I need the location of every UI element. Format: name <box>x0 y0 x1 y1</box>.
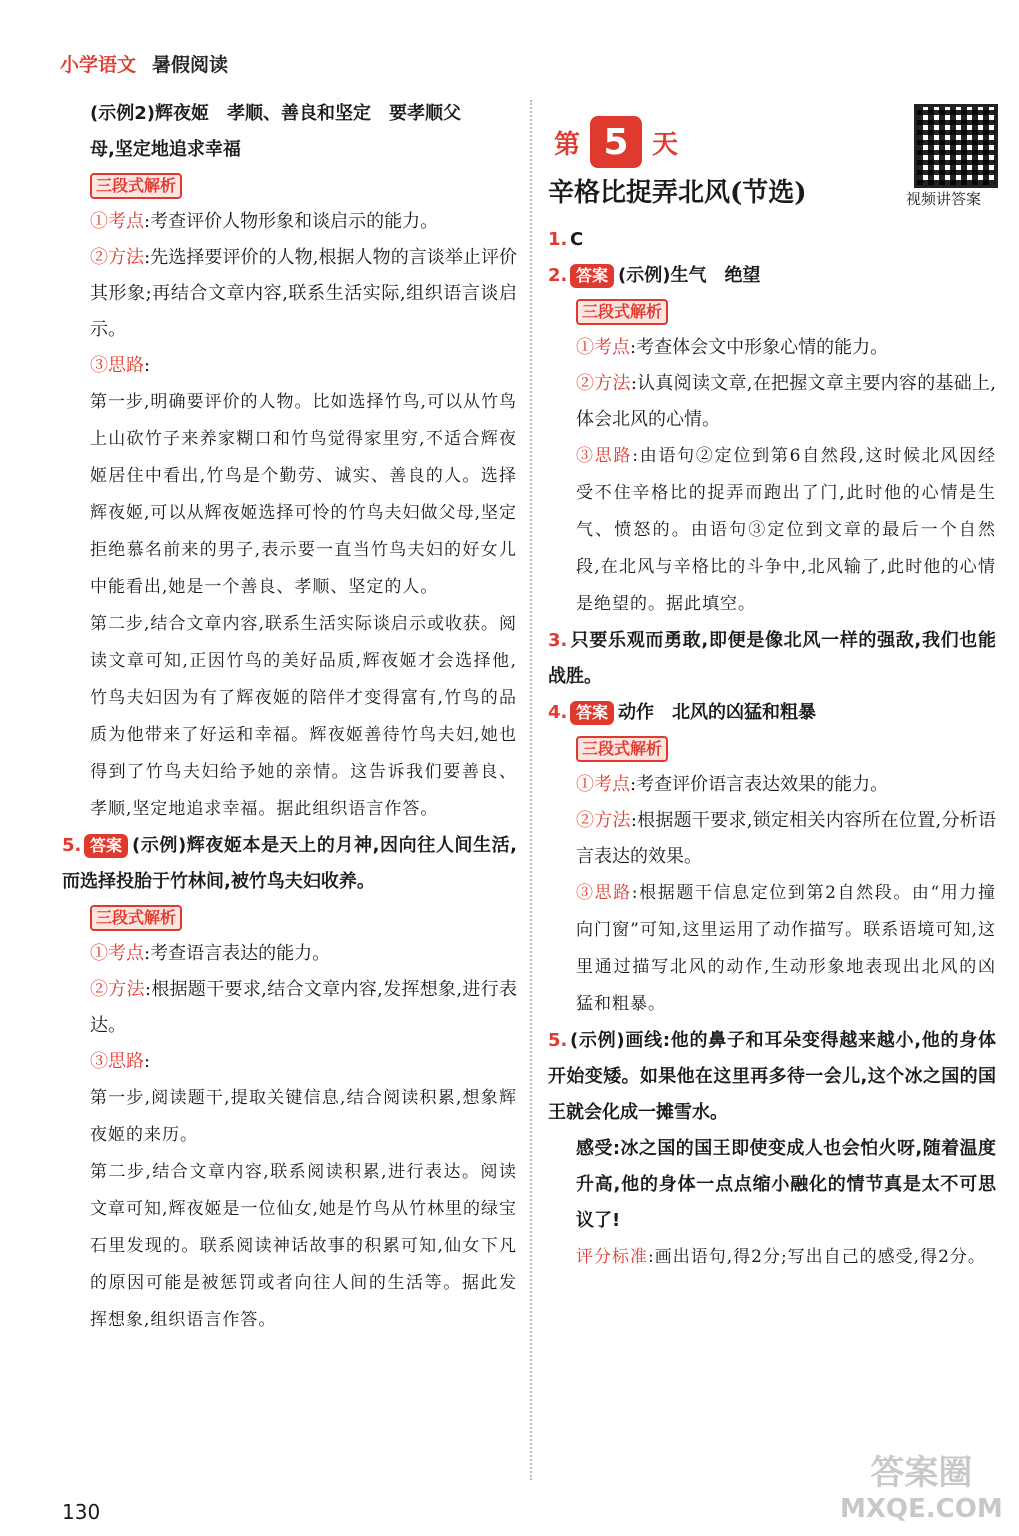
lesson-title: 辛格比捉弄北风(节选) <box>548 178 807 208</box>
page-header <box>60 50 228 77</box>
a1-fangfa: ②方法:先选择要评价的人物,根据人物的言谈举止评价其形象;再结合文章内容,联系生活实际,组织语言谈启示。 <box>90 247 517 340</box>
a4-fangfa: ②方法:根据题干要求,锁定相关内容所在位置,分析语言表达的效果。 <box>576 810 996 867</box>
question-4: 4. 答案 动作 北风的凶猛和粗暴 <box>548 702 817 723</box>
answer-badge: 答案 <box>84 834 128 858</box>
example-2-line1: (示例2)辉夜姬 孝顺、善良和坚定 要孝顺父 <box>90 103 461 124</box>
question-5-left: 5. 答案 (示例)辉夜姬本是天上的月神,因向往人间生活,而选择投胎于竹林间,被竹鸟夫妇收养。 <box>62 835 517 892</box>
analysis-badge: 三段式解析 <box>576 299 668 325</box>
a4-silu: ③思路:根据题干信息定位到第2自然段。由“用力撞向门窗”可知,这里运用了动作描写。联系语境可知,这里通过描写北风的动作,生动形象地表现出北风的凶猛和粗暴。 <box>576 883 997 1014</box>
a5-fangfa: ②方法:根据题干要求,结合文章内容,发挥想象,进行表达。 <box>90 979 517 1036</box>
q5-feeling: 感受:冰之国的国王即使变成人也会怕火呀,随着温度升高,他的身体一点点缩小融化的情节真是太不可思议了! <box>576 1138 996 1231</box>
a5-step1: 第一步,阅读题干,提取关键信息,结合阅读积累,想象辉夜姬的来历。 <box>90 1088 517 1145</box>
answer-badge: 答案 <box>570 264 614 288</box>
a1-silu: ③思路: <box>90 355 151 376</box>
a1-kaodian: ①考点:考查评价人物形象和谈启示的能力。 <box>90 211 439 232</box>
question-3: 3. 只要乐观而勇敢,即便是像北风一样的强敌,我们也能战胜。 <box>548 630 996 687</box>
analysis-badge: 三段式解析 <box>576 736 668 762</box>
a2-fangfa: ②方法:认真阅读文章,在把握文章主要内容的基础上,体会北风的心情。 <box>576 373 996 430</box>
a1-step2: 第二步,结合文章内容,联系生活实际谈启示或收获。阅读文章可知,正因竹鸟的美好品质,辉夜姬才会选择他,竹鸟夫妇因为有了辉夜姬的陪伴才变得富有,竹鸟的品质为他带来了好运和幸福。辉夜姬善待竹鸟夫妇,她也得到了竹鸟夫妇给予她的亲情。这告诉我们要善良、孝顺,坚定地追求幸福。据此组织语言作答。 <box>90 614 517 819</box>
q5-scoring: 评分标准:画出语句,得2分;写出自己的感受,得2分。 <box>576 1247 986 1267</box>
example-2-line2: 母,坚定地追求幸福 <box>90 139 241 160</box>
watermark-logo: 答案圈 MXQE.COM <box>840 1453 1003 1524</box>
column-divider <box>530 100 532 1480</box>
analysis-badge: 三段式解析 <box>90 905 182 931</box>
question-1: 1. C <box>548 229 584 250</box>
series-label: 暑假阅读 <box>152 54 229 76</box>
a5-step2: 第二步,结合文章内容,联系阅读积累,进行表达。阅读文章可知,辉夜姬是一位仙女,她是竹鸟从竹林里的绿宝石里发现的。联系阅读神话故事的积累可知,仙女下凡的原因可能是被惩罚或者向往人间的生活等。据此发挥想象,组织语言作答。 <box>90 1162 517 1330</box>
day-marker: 第 5 天 <box>554 116 678 168</box>
a5-silu: ③思路: <box>90 1051 151 1072</box>
analysis-badge: 三段式解析 <box>90 173 182 199</box>
a1-step1: 第一步,明确要评价的人物。比如选择竹鸟,可以从竹鸟上山砍竹子来养家糊口和竹鸟觉得家里穷,不适合辉夜姬居住中看出,竹鸟是个勤劳、诚实、善良的人。选择辉夜姬,可以从辉夜姬选择可怜的竹鸟夫妇做父母,坚定拒绝慕名前来的男子,表示要一直当竹鸟夫妇的好女儿中能看出,她是一个善良、孝顺、坚定的人。 <box>90 392 517 597</box>
a5-kaodian: ①考点:考查语言表达的能力。 <box>90 943 331 964</box>
qr-label: 视频讲答案 <box>906 190 982 208</box>
question-5-right: 5. (示例)画线:他的鼻子和耳朵变得越来越小,他的身体开始变矮。如果他在这里再多待一会儿,这个冰之国的国王就会化成一摊雪水。 <box>548 1030 996 1123</box>
answer-badge: 答案 <box>570 701 614 725</box>
page-number: 130 <box>62 1500 101 1524</box>
left-column <box>62 96 517 1339</box>
a2-kaodian: ①考点:考查体会文中形象心情的能力。 <box>576 337 889 358</box>
day-number: 5 <box>590 116 642 168</box>
qr-code-icon[interactable] <box>914 104 998 188</box>
a4-kaodian: ①考点:考查评价语言表达效果的能力。 <box>576 774 889 795</box>
a2-silu: ③思路:由语句②定位到第6自然段,这时候北风因经受不住辛格比的捉弄而跑出了门,此时他的心情是生气、愤怒的。由语句③定位到文章的最后一个自然段,在北风与辛格比的斗争中,北风输了,此时他的心情是绝望的。据此填空。 <box>576 446 997 614</box>
right-column <box>548 222 996 1276</box>
question-2: 2. 答案 (示例)生气 绝望 <box>548 265 761 286</box>
subject-label: 小学语文 <box>60 54 137 76</box>
